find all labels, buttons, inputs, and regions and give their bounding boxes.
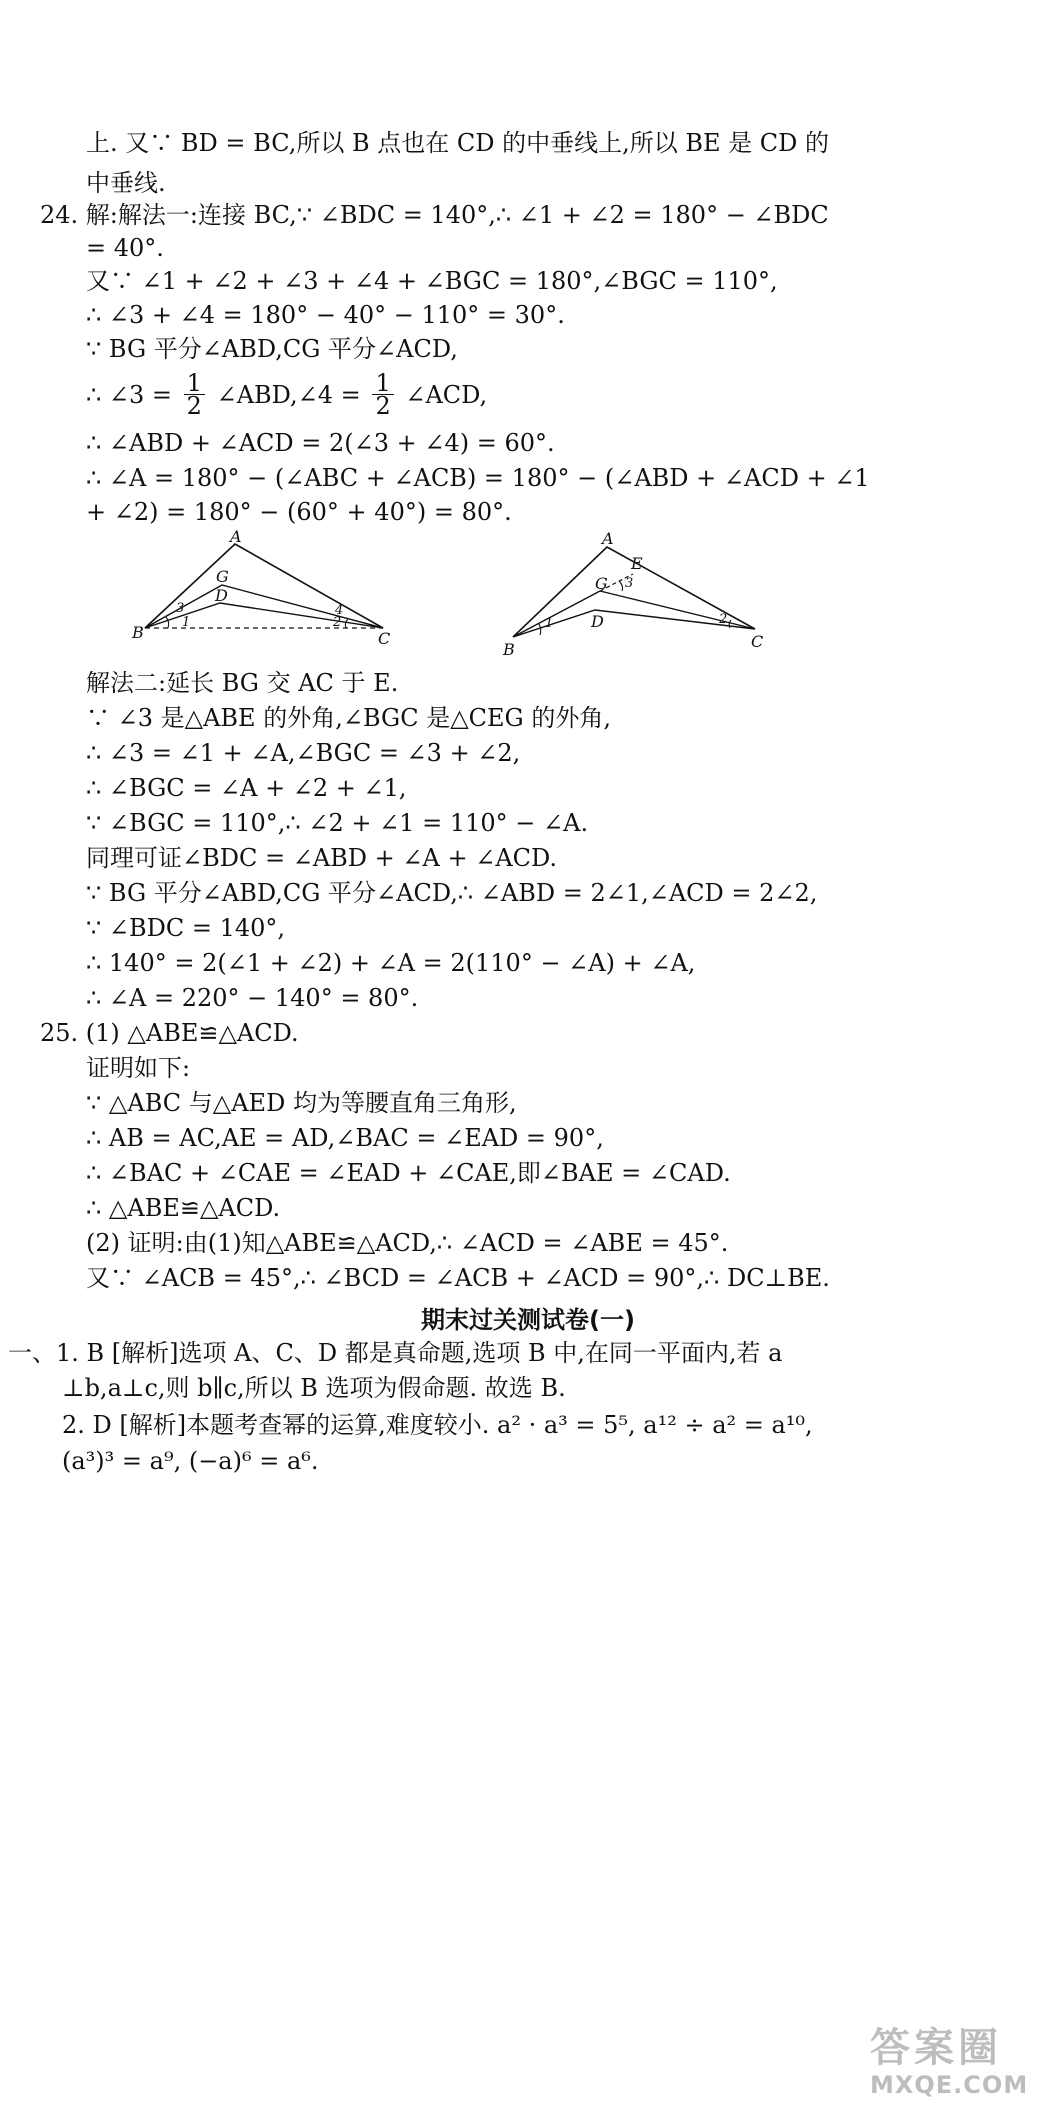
text-line: + ∠2) = 180° − (60° + 40°) = 80°. bbox=[86, 498, 512, 526]
label-angle-3: 3 bbox=[176, 601, 185, 616]
fraction-numerator: 1 bbox=[184, 372, 205, 395]
label-angle-1: 1 bbox=[545, 616, 554, 631]
label-E: E bbox=[631, 554, 643, 573]
label-angle-2: 2 bbox=[333, 615, 342, 630]
answer-1: 一、1. B [解析]选项 A、C、D 都是真命题,选项 B 中,在同一平面内,若 a bbox=[8, 1339, 783, 1367]
label-A: A bbox=[230, 530, 242, 546]
text-line: 同理可证∠BDC = ∠ABD + ∠A + ∠ACD. bbox=[86, 844, 558, 872]
text-line: 解法二:延长 BG 交 AC 于 E. bbox=[86, 669, 399, 697]
text-line: 中垂线. bbox=[86, 169, 166, 197]
text-line: ∵ BG 平分∠ABD,CG 平分∠ACD, bbox=[86, 335, 458, 363]
text-line: (2) 证明:由(1)知△ABE≌△ACD,∴ ∠ACD = ∠ABE = 45°. bbox=[86, 1229, 729, 1257]
figure-triangle-one bbox=[130, 530, 400, 660]
label-C: C bbox=[751, 632, 764, 651]
figure-two-svg bbox=[495, 527, 785, 662]
text-line: ∵ ∠3 是△ABE 的外角,∠BGC 是△CEG 的外角, bbox=[86, 704, 611, 732]
text-line: 又∵ ∠ACB = 45°,∴ ∠BCD = ∠ACB + ∠ACD = 90°,∴ DC⊥BE. bbox=[86, 1264, 830, 1292]
label-D: D bbox=[591, 612, 604, 631]
problem-24-heading: 24. 解:解法一:连接 BC,∵ ∠BDC = 140°,∴ ∠1 + ∠2 = 180° − ∠BDC bbox=[40, 201, 829, 229]
text-line: 上. 又∵ BD = BC,所以 B 点也在 CD 的中垂线上,所以 BE 是 CD 的 bbox=[86, 129, 830, 157]
text-line: ⊥b,a⊥c,则 b∥c,所以 B 选项为假命题. 故选 B. bbox=[62, 1374, 566, 1402]
fraction-numerator: 1 bbox=[372, 372, 393, 395]
label-G: G bbox=[216, 567, 229, 586]
fraction-denominator: 2 bbox=[375, 392, 391, 420]
text-line: ∴ AB = AC,AE = AD,∠BAC = ∠EAD = 90°, bbox=[86, 1124, 604, 1152]
text-line: ∴ ∠ABD + ∠ACD = 2(∠3 + ∠4) = 60°. bbox=[86, 429, 555, 457]
label-B: B bbox=[503, 640, 515, 659]
text-line: 又∵ ∠1 + ∠2 + ∠3 + ∠4 + ∠BGC = 180°,∠BGC = 110°, bbox=[86, 267, 778, 295]
fraction-denominator: 2 bbox=[186, 392, 202, 420]
text-line: ∴ ∠BAC + ∠CAE = ∠EAD + ∠CAE,即∠BAE = ∠CAD. bbox=[86, 1159, 731, 1187]
label-A: A bbox=[602, 529, 614, 548]
text-line: ∴ ∠3 = ∠1 + ∠A,∠BGC = ∠3 + ∠2, bbox=[86, 739, 521, 767]
label-angle-1: 1 bbox=[182, 615, 191, 630]
text-line: 证明如下: bbox=[86, 1054, 191, 1082]
label-B: B bbox=[132, 623, 144, 642]
fraction-half bbox=[372, 369, 393, 420]
watermark-url: MXQE.COM bbox=[870, 2071, 1029, 2099]
figure-one-svg bbox=[130, 530, 400, 660]
label-G: G bbox=[595, 574, 608, 593]
problem-25-heading: 25. (1) △ABE≌△ACD. bbox=[40, 1019, 299, 1047]
text-segment: ∴ ∠3 = bbox=[86, 380, 173, 409]
text-line: ∴ △ABE≌△ACD. bbox=[86, 1194, 281, 1222]
fraction-line bbox=[86, 369, 488, 422]
text-line: ∴ ∠A = 220° − 140° = 80°. bbox=[86, 984, 419, 1012]
watermark-logo: 答案圈 bbox=[870, 2025, 1002, 2071]
text-line: ∵ ∠BGC = 110°,∴ ∠2 + ∠1 = 110° − ∠A. bbox=[86, 809, 589, 837]
label-angle-2: 2 bbox=[719, 612, 728, 627]
label-angle-4: 4 bbox=[335, 603, 344, 618]
label-angle-3: 3 bbox=[625, 576, 634, 591]
text-line: ∴ ∠BGC = ∠A + ∠2 + ∠1, bbox=[86, 774, 407, 802]
text-segment: ∠ACD, bbox=[405, 380, 488, 409]
text-line: ∵ △ABC 与△AED 均为等腰直角三角形, bbox=[86, 1089, 517, 1117]
watermark bbox=[870, 2025, 1050, 2099]
answer-2: 2. D [解析]本题考查幂的运算,难度较小. a² · a³ = 5⁵, a¹² ÷ a² = a¹⁰, bbox=[62, 1411, 813, 1439]
text-line: ∵ BG 平分∠ABD,CG 平分∠ACD,∴ ∠ABD = 2∠1,∠ACD = 2∠2, bbox=[86, 879, 818, 907]
figure-triangle-two bbox=[495, 527, 785, 662]
text-line: ∴ ∠A = 180° − (∠ABC + ∠ACB) = 180° − (∠ABD + ∠ACD + ∠1 bbox=[86, 464, 870, 492]
text-line: ∴ 140° = 2(∠1 + ∠2) + ∠A = 2(110° − ∠A) + ∠A, bbox=[86, 949, 696, 977]
text-line: ∵ ∠BDC = 140°, bbox=[86, 914, 286, 942]
section-title: 期末过关测试卷(一) bbox=[421, 1306, 635, 1334]
text-line: ∴ ∠3 + ∠4 = 180° − 40° − 110° = 30°. bbox=[86, 301, 565, 329]
label-C: C bbox=[378, 629, 391, 648]
text-line: (a³)³ = a⁹, (−a)⁶ = a⁶. bbox=[62, 1447, 319, 1475]
text-line: = 40°. bbox=[86, 234, 164, 262]
text-segment: ∠ABD,∠4 = bbox=[216, 380, 361, 409]
label-D: D bbox=[215, 586, 228, 605]
fraction-half bbox=[184, 369, 205, 420]
